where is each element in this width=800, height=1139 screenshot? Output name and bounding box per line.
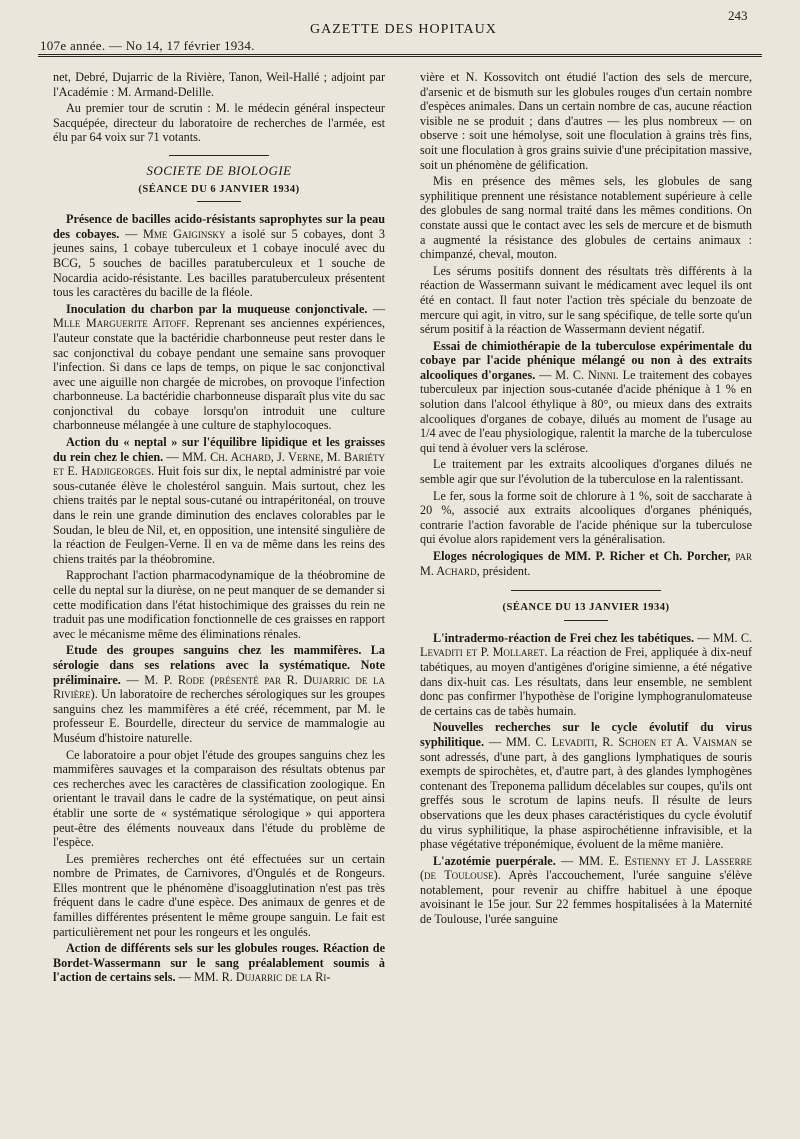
article-author: MM. R. Dujarric de la Ri- — [193, 970, 331, 985]
article-groupes-sanguins: Etude des groupes sanguins chez les mammifères. La sérologie dans ses relations avec la systématique. Note préliminaire. — M. P. Rode (présenté par R. Dujarric de la Rivière). Un laboratoire de recherches sérologiques sur les groupes sanguins chez les mammifères a été créé, récemment, par M. le professeur E. Bourdelle, directeur du service de mammalogie au Muséum d'histoire naturelle. — [53, 643, 385, 745]
article-title: Eloges nécrologiques de MM. P. Richer et Ch. Porcher, — [433, 549, 731, 563]
article-author: M. P. Rode (présenté par R. Dujarric de la Rivière) — [53, 672, 385, 702]
article-author: MM. E. Estienny et J. Lasserre (de Toulouse) — [420, 853, 752, 883]
election-paragraph: Au premier tour de scrutin : M. le médecin général inspecteur Sacquépée, directeur du laboratoire de recherches de l'armée, est élu par 64 voix sur 71 votants. — [53, 101, 385, 145]
article-title: Action du « neptal » sur l'équilibre lipidique et les graisses du rein chez le chien. — [53, 435, 385, 464]
article-bacilles: Présence de bacilles acido-résistants saprophytes sur la peau des cobayes. — Mme Gaiginsky a isolé sur 5 cobayes, dont 3 jeunes sains, 1 cobaye tuberculeux et 1 cobaye inoculé avec du BCG, 5 souches de bacilles paratuberculeux et 1 souche de Nocardia acido-résistante. Les bacilles paratuberculeux présentent tous les caractères du bacille de la fléole. — [53, 212, 385, 300]
page-number: 243 — [728, 8, 748, 23]
right-column — [420, 70, 752, 929]
article-paragraph: Rapprochant l'action pharmacodynamique de la théobromine de celle du neptal sur la diurèse, on ne peut manquer de se demander si cette modification dans l'état histochimique des graisses du rein ne traduit pas une modification fonctionnelle de ces graisses en rapport avec le mécanisme même des éliminations rénales. — [53, 568, 386, 641]
article-body: . Un laboratoire de recherches sérologiques sur les groupes sanguins chez les mammifères a été créé, récemment, par M. le professeur E. Bourdelle, directeur du service de mammalogie au Muséum d'histoire naturelle. — [53, 687, 385, 745]
article-body: . Reprenant ses anciennes expériences, l'auteur constate que la bactéridie charbonneuse peut rester dans le sac conjonctival du cobaye pendant une semaine sans provoquer l'infection. Si dans ce laps de temps, on pique le sac conjonctival avec une aiguille non chargée de microbes, on provoque l'infection charbonneuse. La bactéridie charbonneuse disparaît plus vite du sac conjonctival du cobaye lorsqu'on introduit une culture charbonneuse mélangée à une culture de staphylocoques. — [53, 316, 386, 433]
article-azotemie: L'azotémie puerpérale. — MM. E. Estienny et J. Lasserre (de Toulouse). Après l'accouchement, l'urée sanguine s'élève notablement, pour revenir au chiffre habituel à une époque avoisinant le 15e jour. Sur 22 femmes hospitalisées à la Maternité de Toulouse, l'urée sanguine — [420, 853, 752, 927]
article-frei: L'intradermo-réaction de Frei chez les tabétiques. — MM. C. Levaditi et P. Mollaret. La réaction de Frei, appliquée à dix-neuf tabétiques, au moyen d'antigènes d'origine simienne, a été négative dans dix-huit cas. Les résultats, dans leur ensemble, ne semblent donc pas confirmer l'hypothèse de l'origine lymphogranulomateuse de certains cas de tabès humain. — [420, 630, 753, 718]
article-body: . Huit fois sur dix, le neptal administré par voie sous-cutanée élève le cholestérol sanguin. Mais surtout, chez les chiens traités par le neptal sous-cutané ou intrapéritonéal, on trouve dans le rein une grande diminution des enclaves colorables par le Soudan, le bleu de Nil, et, en opposition, une intensité singulière de la réaction de Feulgen-Verne. Il en va de même dans les reins des chiens traités par la théobromine. — [53, 464, 386, 566]
article-author: Mme Gaiginsky — [143, 226, 226, 241]
article-body: se sont adressés, d'une part, à des ganglions lymphatiques de souris exempts de spirochètes, et, d'autre part, à des glandes lymphogènes contenant des Treponema pallidum décelables sur coupes, qu'ils ont greffés sous le scrotum de lapins neufs. Il résulte de leurs observations que les deux phases caractéristiques du cycle évolutif du virus syphilitique, la phase aspirochétienne infravisible, et la phase végétative tréponémique, évoluent de la même manière. — [420, 734, 752, 852]
article-title: Présence de bacilles acido-résistants saprophytes sur la peau des cobayes. — [53, 212, 385, 241]
article-paragraph: Le fer, sous la forme soit de chlorure à 1 %, soit de saccharate à 20 %, associé aux extraits alcooliques d'organes phéniqués, contrarie l'action favorable de l'acide phénique sur la tuberculose qui évolue alors rapidement vers la généralisation. — [420, 488, 752, 547]
article-charbon: Inoculation du charbon par la muqueuse conjonctivale. — Mlle Marguerite Aitoff. Reprenant ses anciennes expériences, l'auteur constate que la bactéridie charbonneuse peut rester dans le sac conjonctival du cobaye pendant une semaine sans provoquer l'infection. Si dans ce laps de temps, on pique le sac conjonctival avec une aiguille non chargée de microbes, on provoque l'infection charbonneuse. La bactéridie charbonneuse disparaît plus vite du sac conjonctival du cobaye lorsqu'on introduit une culture charbonneuse mélangée à une culture de staphylocoques. — [53, 301, 386, 433]
article-neptal: Action du « neptal » sur l'équilibre lipidique et les graisses du rein chez le chien. — MM. Ch. Achard, J. Verne, M. Bariéty et E. Hadjigeorges. Huit fois sur dix, le neptal administré par voie sous-cutanée élève le cholestérol sanguin. Mais surtout, chez les chiens traités par le neptal sous-cutané ou intrapéritonéal, on trouve dans le rein une grande diminution des enclaves colorables par le Soudan, le bleu de Nil, et, en opposition, une intensité singulière de la réaction de Feulgen-Verne. Il en va de même dans les reins des chiens traités par la théobromine. — [53, 435, 386, 566]
article-title: Inoculation du charbon par la muqueuse conjonctivale. — [66, 301, 368, 316]
article-eloges — [420, 549, 752, 578]
seance-rule — [564, 620, 608, 621]
article-body: . Le traitement des cobayes tuberculeux par injection sous-cutanée d'acide phénique à 1 % en solution dans l'alcool éthylique à 80°, ou mieux dans des extraits alcooliques d'organes de cobaye, dilués au moment de l'usage au 1/4 avec de l'eau physiologique, ralentit la marche de la tuberculose qui tend à évoluer vers la sclérose. — [420, 367, 753, 455]
section-rule — [511, 590, 661, 591]
article-syphilis: Nouvelles recherches sur le cycle évolutif du virus syphilitique. — MM. C. Levaditi, R. Schoen et A. Vaisman se sont adressés, d'une part, à des ganglions lymphatiques de souris exempts de spirochètes, et, d'autre part, à des glandes lymphogènes contenant des Treponema pallidum décelables sur coupes, qu'ils ont greffés sous le scrotum de lapins neufs. Il résulte de leurs observations que les deux phases caractéristiques du cycle évolutif du virus syphilitique, la phase aspirochétienne infravisible, et la phase végétative tréponémique, évoluent de la même manière. — [420, 720, 752, 852]
article-title: L'azotémie puerpérale. — [433, 853, 556, 868]
seance-heading: (SÉANCE DU 13 JANVIER 1934) — [502, 602, 670, 614]
article-sels: Action de différents sels sur les globules rouges. Réaction de Bordet-Wassermann sur le sang préalablement soumis à l'action de certains sels. — MM. R. Dujarric de la Ri- — [53, 941, 385, 985]
article-author: MM. C. Levaditi, R. Schoen et A. Vaisman — [505, 734, 737, 749]
left-column — [53, 70, 385, 987]
article-body: , président. — [476, 563, 531, 578]
article-author: M. C. Ninni — [555, 367, 616, 382]
seance-rule — [197, 201, 241, 202]
seance-heading: (SÉANCE DU 6 JANVIER 1934) — [138, 183, 300, 195]
article-author: MM. Ch. Achard, J. Verne, M. Bariéty et E. Hadjigeorges — [53, 449, 386, 479]
article-title: Essai de chimiothérapie de la tuberculose expérimentale du cobaye par l'acide phénique mélangé ou non à des extraits alcooliques d'organes. — [420, 338, 752, 382]
article-body: . Après l'accouchement, l'urée sanguine s'élève notablement, pour revenir au chiffre habituel à une époque avoisinant le 15e jour. Sur 22 femmes hospitalisées à la Maternité de Toulouse, l'urée sanguine — [420, 868, 752, 927]
article-author: MM. C. Levaditi et P. Mollaret — [420, 630, 752, 660]
article-paragraph: Le traitement par les extraits alcooliques d'organes dilués ne semble agir que sur l'évolution de la tuberculose en la ralentissant. — [420, 457, 752, 487]
article-body: a isolé sur 5 cobayes, dont 3 jeunes sains, 1 cobaye tuberculeux et 1 cobaye inoculé avec du BCG, 5 souches de bacilles paratuberculeux et 1 souche de Nocardia acido-résistante. Les bacilles paratuberculeux présentent tous les caractères du bacille de la fléole. — [53, 226, 385, 300]
article-body: . La réaction de Frei, appliquée à dix-neuf tabétiques, au moyen d'antigènes d'origine simienne, a été négative dans dix-huit cas. Les résultats, dans leur ensemble, ne semblent donc pas confirmer l'hypothèse de l'origine lymphogranulomateuse de certains cas de tabès humain. — [420, 645, 753, 718]
issue-line: 107e année. — No 14, 17 février 1934. — [40, 38, 255, 53]
intro-paragraph: net, Debré, Dujarric de la Rivière, Tanon, Weil-Hallé ; adjoint par l'Académie : M. Armand-Delille. — [53, 70, 385, 99]
article-author: Mlle Marguerite Aitoff — [53, 316, 187, 331]
article-title: L'intradermo-réaction de Frei chez les tabétiques. — [433, 630, 694, 645]
article-title: Action de différents sels sur les globules rouges. Réaction de Bordet-Wassermann sur le sang préalablement soumis à l'action de certains sels. — [53, 941, 385, 985]
header-rule — [38, 54, 762, 57]
society-heading: SOCIETE DE BIOLOGIE — [146, 162, 292, 178]
article-chimiotherapie: Essai de chimiothérapie de la tuberculose expérimentale du cobaye par l'acide phénique mélangé ou non à des extraits alcooliques d'organes. — M. C. Ninni. Le traitement des cobayes tuberculeux par injection sous-cutanée d'acide phénique à 1 % en solution dans l'alcool éthylique à 80°, ou mieux dans des extraits alcooliques d'organes de cobaye, dilués au moment de l'usage au 1/4 avec de l'eau physiologique, ralentit la marche de la tuberculose qui tend à évoluer vers la sclérose. — [420, 338, 753, 455]
article-paragraph: Mis en présence des mêmes sels, les globules de sang syphilitique prennent une résistance notablement supérieure à celle des globules de sang normal traité dans les mêmes conditions. On constate aussi que le contact avec les sels de mercure et de bismuth a augmenté la résistance des globules de certains animaux : chimpanzé, cheval, mouton. — [420, 174, 752, 262]
article-paragraph: Les premières recherches ont été effectuées sur un certain nombre de Primates, de Carnivores, d'Ongulés et de Rongeurs. Elles montrent que le phénomène d'isoagglutination n'est pas très fréquent dans le cadre d'une espèce. Des animaux de genres et de familles différentes présentent le même groupe sanguin. Le fait est particulièrement net pour les rongeurs et les ongulés. — [53, 851, 385, 939]
article-continuation: vière et N. Kossovitch ont étudié l'action des sels de mercure, d'arsenic et de bismuth sur les globules rouges d'un certain nombre d'espèces animales. Dans un certain nombre de cas, aucune réaction visible ne se produit ; dans d'autres — les plus nombreux — on observe : soit une hémolyse, soit une floculation à grains très fins, soit une floculation à gros grains suivie d'une précipitation massive, soit un phénomène de gélification. — [420, 70, 752, 172]
section-rule — [169, 155, 269, 156]
journal-title: GAZETTE DES HOPITAUX — [310, 22, 497, 37]
article-paragraph: Les sérums positifs donnent des résultats très différents à la réaction de Wassermann suivant le médicament avec lequel ils ont été en contact. Il faut noter l'action très spéciale du benzoate de mercure qui agit, in vitro, sur le sang spécifique, de telle sorte qu'un sérum positif à la réaction de Wassermann devient négatif. — [420, 263, 752, 337]
article-title: Nouvelles recherches sur le cycle évolutif du virus syphilitique. — [420, 720, 752, 749]
article-title: Etude des groupes sanguins chez les mammifères. La sérologie dans ses relations avec la systématique. Note préliminaire. — [53, 643, 385, 687]
article-author: par M. Achard — [420, 549, 752, 578]
article-paragraph: Ce laboratoire a pour objet l'étude des groupes sanguins chez les mammifères sauvages et la comparaison des résultats obtenus par ces recherches avec les caractères de classification zoologique. En orientant le travail dans le cadre de la systématique, on peut ainsi établir une sorte de « systématique sérologique » qui apportera peut-être des éléments nouveaux dans l'étude du problème de l'espèce. — [53, 747, 385, 850]
